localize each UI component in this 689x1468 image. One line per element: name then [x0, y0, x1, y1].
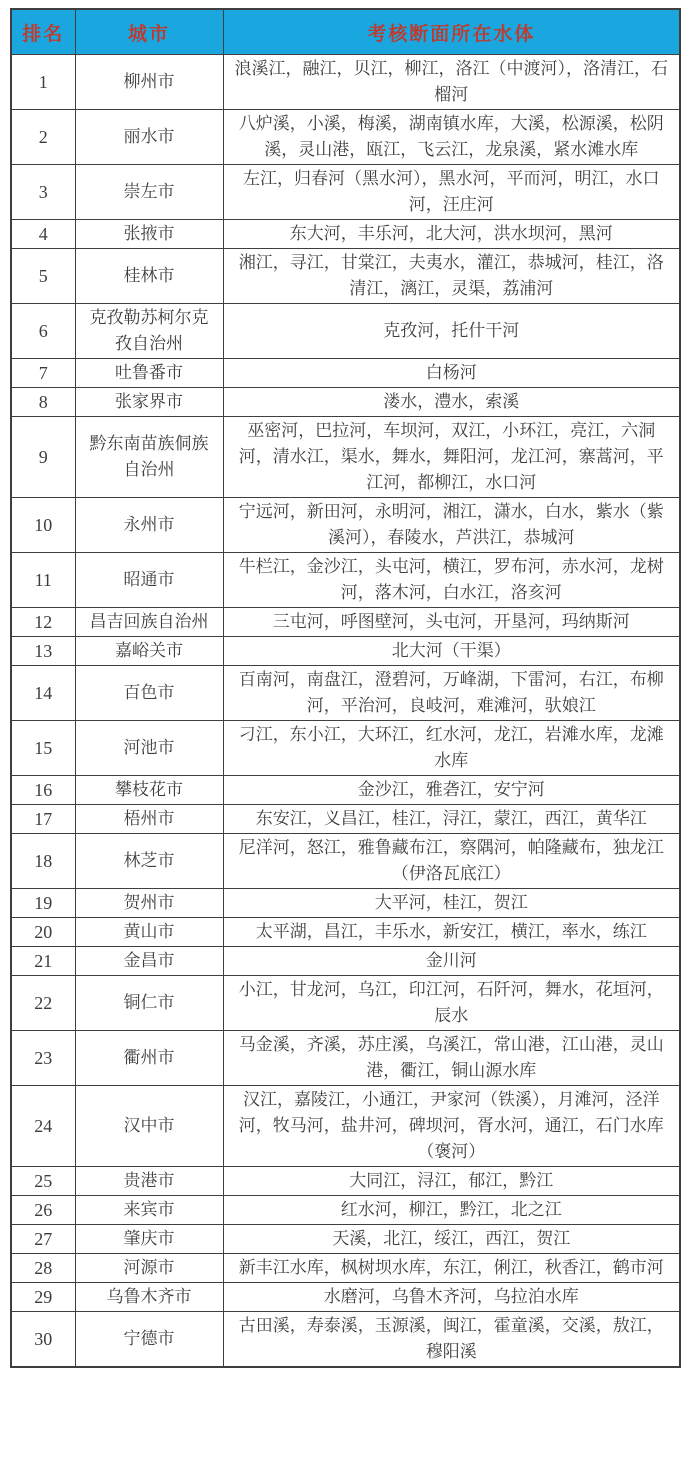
rank-cell: 7 — [11, 359, 75, 388]
city-cell: 汉中市 — [75, 1086, 223, 1167]
city-cell: 黄山市 — [75, 918, 223, 947]
rank-cell: 10 — [11, 498, 75, 553]
waters-cell: 刁江，东小江，大环江，红水河，龙江，岩滩水库，龙滩水库 — [223, 721, 680, 776]
table-row — [11, 220, 680, 249]
city-cell: 梧州市 — [75, 805, 223, 834]
waters-cell: 水磨河，乌鲁木齐河，乌拉泊水库 — [223, 1283, 680, 1312]
waters-cell: 马金溪，齐溪，苏庄溪，乌溪江，常山港，江山港，灵山港，衢江，铜山源水库 — [223, 1031, 680, 1086]
rank-cell: 21 — [11, 947, 75, 976]
waters-cell: 牛栏江，金沙江，头屯河，横江，罗布河，赤水河，龙树河，落木河，白水江，洛亥河 — [223, 553, 680, 608]
rank-cell: 25 — [11, 1167, 75, 1196]
rank-cell: 29 — [11, 1283, 75, 1312]
waters-cell: 东大河，丰乐河，北大河，洪水坝河，黑河 — [223, 220, 680, 249]
rank-cell: 22 — [11, 976, 75, 1031]
table-row — [11, 1167, 680, 1196]
table-row — [11, 918, 680, 947]
rank-cell: 6 — [11, 304, 75, 359]
table-row — [11, 976, 680, 1031]
waters-cell: 百南河，南盘江，澄碧河，万峰湖，下雷河，右江，布柳河，平治河，良岐河，难滩河，驮娘江 — [223, 666, 680, 721]
rank-cell: 5 — [11, 249, 75, 304]
waters-cell: 金川河 — [223, 947, 680, 976]
table-row — [11, 304, 680, 359]
city-cell: 贵港市 — [75, 1167, 223, 1196]
rank-cell: 28 — [11, 1254, 75, 1283]
waters-cell: 巫密河，巴拉河，车坝河，双江，小环江，亮江，六洞河，清水江，渠水，舞水，舞阳河，龙江河，寨蒿河，平江河，都柳江，水口河 — [223, 417, 680, 498]
city-cell: 桂林市 — [75, 249, 223, 304]
city-cell: 肇庆市 — [75, 1225, 223, 1254]
table-row — [11, 776, 680, 805]
waters-cell: 八炉溪，小溪，梅溪，湖南镇水库，大溪，松源溪，松阴溪，灵山港，瓯江，飞云江，龙泉溪，紧水滩水库 — [223, 110, 680, 165]
city-cell: 河池市 — [75, 721, 223, 776]
table-row — [11, 553, 680, 608]
city-cell: 嘉峪关市 — [75, 637, 223, 666]
table-row — [11, 834, 680, 889]
table-row — [11, 889, 680, 918]
city-cell: 克孜勒苏柯尔克孜自治州 — [75, 304, 223, 359]
rank-cell: 8 — [11, 388, 75, 417]
rank-cell: 23 — [11, 1031, 75, 1086]
table-header — [11, 9, 680, 55]
header-rank: 排名 — [11, 9, 75, 55]
rank-cell: 3 — [11, 165, 75, 220]
header-row — [11, 9, 680, 55]
city-cell: 金昌市 — [75, 947, 223, 976]
waters-cell: 新丰江水库，枫树坝水库，东江，俐江，秋香江，鹤市河 — [223, 1254, 680, 1283]
waters-cell: 白杨河 — [223, 359, 680, 388]
table-row — [11, 498, 680, 553]
waters-cell: 大同江，浔江，郁江，黔江 — [223, 1167, 680, 1196]
table-row — [11, 249, 680, 304]
rank-cell: 12 — [11, 608, 75, 637]
rank-cell: 2 — [11, 110, 75, 165]
table-row — [11, 359, 680, 388]
rank-cell: 26 — [11, 1196, 75, 1225]
city-cell: 衢州市 — [75, 1031, 223, 1086]
city-cell: 贺州市 — [75, 889, 223, 918]
rank-cell: 1 — [11, 55, 75, 110]
waters-cell: 宁远河，新田河，永明河，湘江，潇水，白水，紫水（紫溪河），春陵水，芦洪江，恭城河 — [223, 498, 680, 553]
waters-cell: 天溪，北江，绥江，西江，贺江 — [223, 1225, 680, 1254]
header-waters: 考核断面所在水体 — [223, 9, 680, 55]
rank-cell: 13 — [11, 637, 75, 666]
header-city: 城市 — [75, 9, 223, 55]
waters-cell: 湘江，寻江，甘棠江，夫夷水，灌江，恭城河，桂江，洛清江，漓江，灵渠，荔浦河 — [223, 249, 680, 304]
city-cell: 吐鲁番市 — [75, 359, 223, 388]
city-cell: 黔东南苗族侗族自治州 — [75, 417, 223, 498]
rank-cell: 18 — [11, 834, 75, 889]
waters-cell: 东安江，义昌江，桂江，浔江，蒙江，西江，黄华江 — [223, 805, 680, 834]
rank-cell: 17 — [11, 805, 75, 834]
city-cell: 攀枝花市 — [75, 776, 223, 805]
city-cell: 林芝市 — [75, 834, 223, 889]
table-row — [11, 165, 680, 220]
rank-cell: 4 — [11, 220, 75, 249]
rank-cell: 9 — [11, 417, 75, 498]
waters-cell: 北大河（干渠） — [223, 637, 680, 666]
table-row — [11, 1254, 680, 1283]
ranking-table — [10, 8, 681, 1368]
city-cell: 铜仁市 — [75, 976, 223, 1031]
city-cell: 昭通市 — [75, 553, 223, 608]
table-row — [11, 388, 680, 417]
rank-cell: 19 — [11, 889, 75, 918]
city-cell: 乌鲁木齐市 — [75, 1283, 223, 1312]
rank-cell: 30 — [11, 1312, 75, 1368]
table-row — [11, 1196, 680, 1225]
city-cell: 河源市 — [75, 1254, 223, 1283]
waters-cell: 汉江，嘉陵江，小通江，尹家河（铁溪），月滩河，泾洋河，牧马河，盐井河，碑坝河，胥水河，通江，石门水库（褒河） — [223, 1086, 680, 1167]
table-body — [11, 55, 680, 1368]
waters-cell: 太平湖，昌江，丰乐水，新安江，横江，率水，练江 — [223, 918, 680, 947]
waters-cell: 尼洋河，怒江，雅鲁藏布江，察隅河，帕隆藏布，独龙江（伊洛瓦底江） — [223, 834, 680, 889]
city-cell: 张家界市 — [75, 388, 223, 417]
waters-cell: 金沙江，雅砻江，安宁河 — [223, 776, 680, 805]
rank-cell: 24 — [11, 1086, 75, 1167]
city-cell: 永州市 — [75, 498, 223, 553]
table-row — [11, 637, 680, 666]
city-cell: 宁德市 — [75, 1312, 223, 1368]
table-row — [11, 1312, 680, 1368]
rank-cell: 27 — [11, 1225, 75, 1254]
city-cell: 柳州市 — [75, 55, 223, 110]
rank-cell: 15 — [11, 721, 75, 776]
rank-cell: 14 — [11, 666, 75, 721]
city-cell: 来宾市 — [75, 1196, 223, 1225]
city-cell: 张掖市 — [75, 220, 223, 249]
table-row — [11, 1225, 680, 1254]
rank-cell: 16 — [11, 776, 75, 805]
table-row — [11, 110, 680, 165]
table-row — [11, 1031, 680, 1086]
waters-cell: 大平河，桂江，贺江 — [223, 889, 680, 918]
table-row — [11, 417, 680, 498]
rank-cell: 20 — [11, 918, 75, 947]
table-row — [11, 721, 680, 776]
table-row — [11, 55, 680, 110]
waters-cell: 古田溪，寿泰溪，玉源溪，闽江，霍童溪，交溪，敖江，穆阳溪 — [223, 1312, 680, 1368]
table-row — [11, 947, 680, 976]
table-row — [11, 608, 680, 637]
city-cell: 崇左市 — [75, 165, 223, 220]
table-row — [11, 666, 680, 721]
waters-cell: 红水河，柳江，黔江，北之江 — [223, 1196, 680, 1225]
waters-cell: 浪溪江，融江，贝江，柳江，洛江（中渡河），洛清江，石榴河 — [223, 55, 680, 110]
rank-cell: 11 — [11, 553, 75, 608]
waters-cell: 小江，甘龙河，乌江，印江河，石阡河，舞水，花垣河，辰水 — [223, 976, 680, 1031]
city-cell: 丽水市 — [75, 110, 223, 165]
waters-cell: 三屯河，呼图壁河，头屯河，开垦河，玛纳斯河 — [223, 608, 680, 637]
table-row — [11, 1283, 680, 1312]
waters-cell: 溇水，澧水，索溪 — [223, 388, 680, 417]
city-cell: 昌吉回族自治州 — [75, 608, 223, 637]
waters-cell: 克孜河，托什干河 — [223, 304, 680, 359]
city-cell: 百色市 — [75, 666, 223, 721]
waters-cell: 左江，归春河（黑水河），黑水河，平而河，明江，水口河，汪庄河 — [223, 165, 680, 220]
table-row — [11, 1086, 680, 1167]
table-row — [11, 805, 680, 834]
